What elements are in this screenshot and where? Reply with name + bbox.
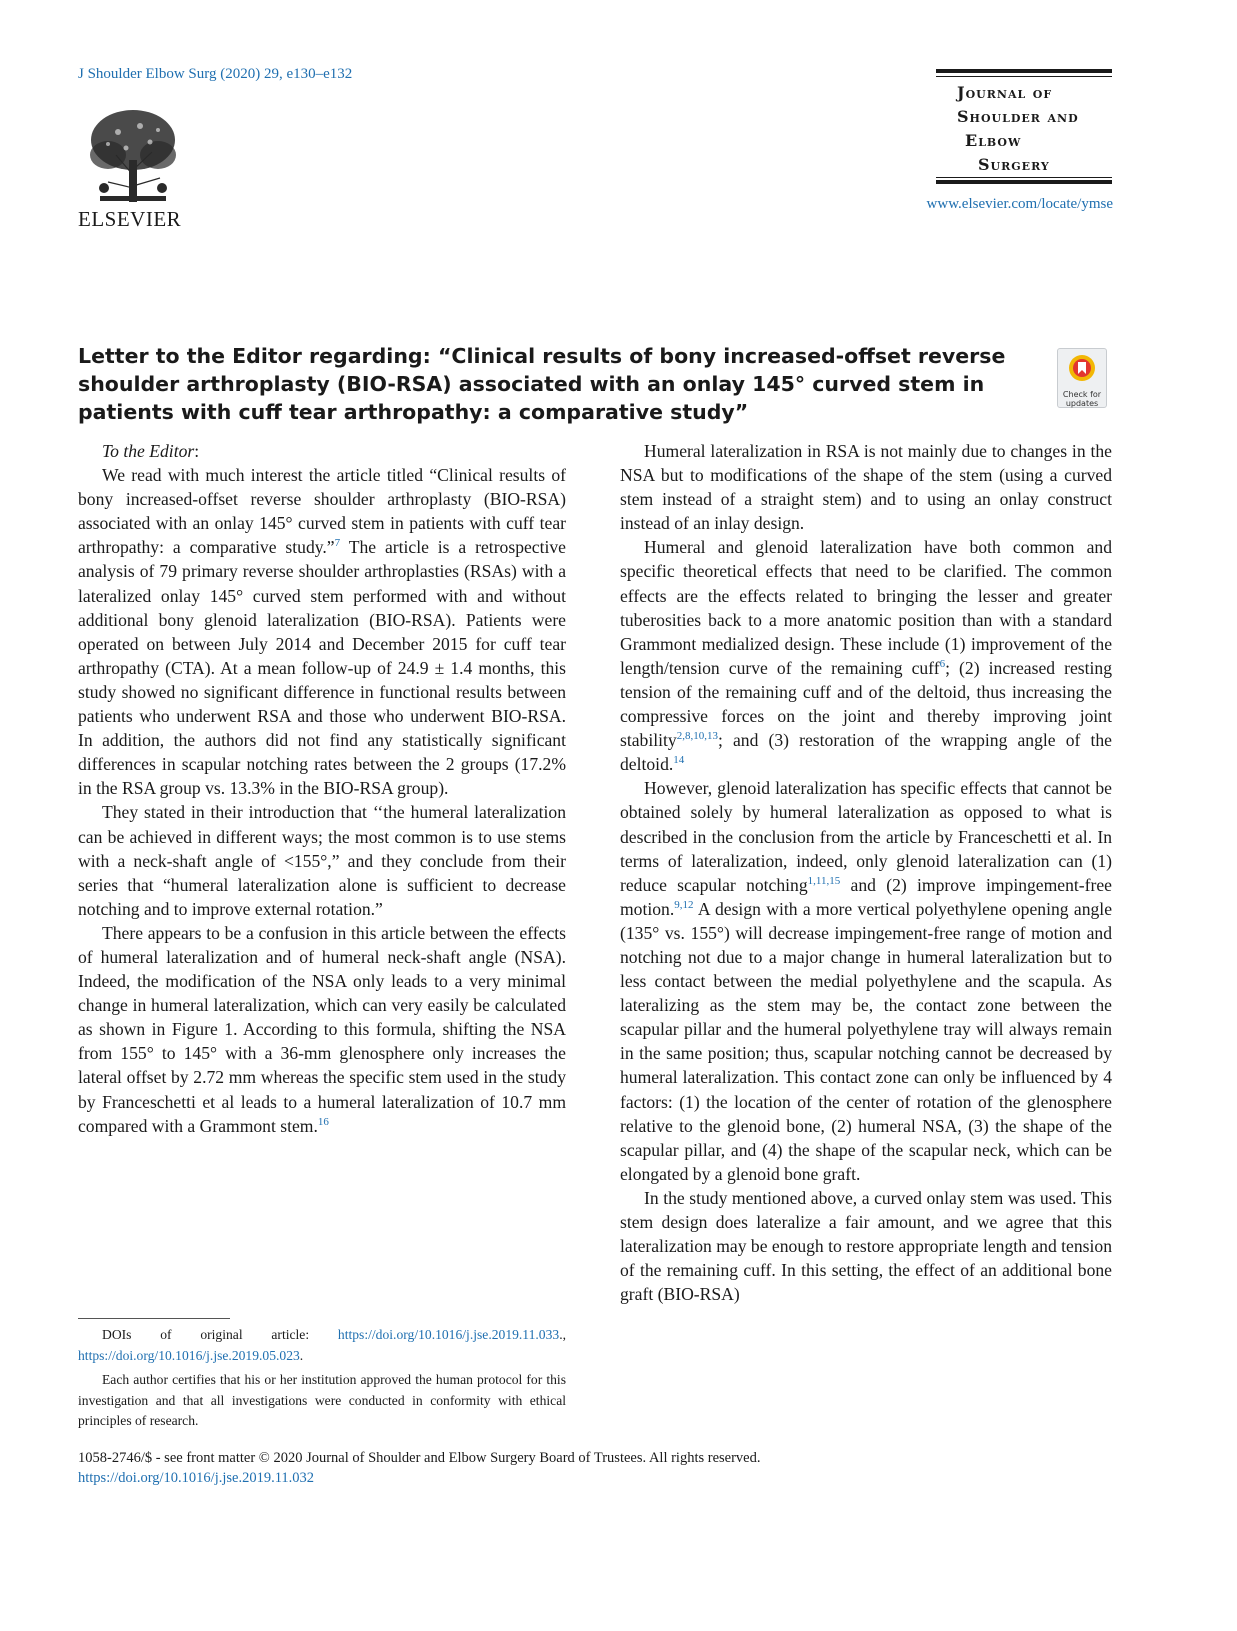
journal-name-line: Journal of (957, 83, 1053, 102)
reference-link[interactable]: 16 (317, 1115, 329, 1128)
paragraph: However, glenoid lateralization has specific effects that cannot be obtained solely by humeral lateralization as opposed to what is described in the conclusion from the article by Franceschetti et al. In terms of lateralization, indeed, only glenoid lateralization can (1) reduce scapular notching$^{1,11,15}$ and (2) improve impingement-free motion.$^{9,12}$ A design with a more vertical polyethylene opening angle (135° vs. 155°) will decrease impingement-free range of motion and notching not due to a major change in humeral lateralization but to less contact between the medial polyethylene and the scapula. As lateralizing as the stem may be, the contact zone between the scapular pillar and the humeral polyethylene tray will always remain in the same position; thus, scapular notching cannot be decreased by humeral lateralization. This contact zone can only be influenced by 4 factors: (1) the location of the center of rotation of the glenosphere relative to the glenoid bone, (2) humeral NSA, (3) the shape of the scapular pillar, and (4) the shape of the scapular neck, which can be elongated by a glenoid bone graft. (620, 778, 1112, 1184)
check-for-updates-icon (1067, 353, 1097, 383)
journal-name-line: Surgery (978, 155, 1050, 174)
doi-link[interactable]: https://doi.org/10.1016/j.jse.2019.11.033 (337, 1327, 560, 1342)
journal-rule (936, 69, 1112, 73)
journal-rule (936, 180, 1112, 184)
paragraph: Humeral lateralization in RSA is not mainly due to changes in the NSA but to modifications of the shape of the stem (using a curved stem instead of a straight stem) and to using an onlay construct instead of an inlay design. (620, 441, 1112, 534)
journal-rule (936, 177, 1112, 178)
reference-link[interactable]: 1,11,15 (807, 874, 841, 887)
left-column (78, 439, 566, 1138)
check-for-updates-label: Check for updates (1062, 390, 1102, 408)
right-column (620, 439, 1112, 1306)
check-for-updates-button[interactable] (1057, 348, 1107, 408)
front-matter: 1058-2746/$ - see front matter © 2020 Journal of Shoulder and Elbow Surgery Board of Trustees. All rights reserved. (78, 1450, 761, 1466)
journal-url-link[interactable]: www.elsevier.com/locate/ymse (926, 196, 1113, 212)
publisher-name: ELSEVIER (78, 207, 182, 231)
footnote-divider (78, 1318, 230, 1319)
paragraph: We read with much interest the article titled “Clinical results of bony increased-offset reverse shoulder arthroplasty (BIO-RSA) associated with an onlay 145° curved stem in patients with cuff tear arthropathy: a comparative study.”$^7$ The article is a retrospective analysis of 79 primary reverse shoulder arthroplasties (RSAs) with a lateralized onlay 145° curved stem performed with and without additional bony glenoid lateralization (BIO-RSA). Patients were operated on between July 2014 and December 2015 for cuff tear arthropathy (CTA). At a mean follow-up of 24.9 ± 1.4 months, this study showed no significant difference in functional results between patients who underwent RSA and those who underwent BIO-RSA. In addition, the authors did not find any statistically significant differences in scapular notching rates between the 2 groups (17.2% in the RSA group vs. 13.3% in the BIO-RSA group). (78, 465, 566, 799)
reference-link[interactable]: 6 (939, 657, 946, 670)
reference-link[interactable]: 2,8,10,13 (676, 730, 718, 743)
reference-link[interactable]: 7 (334, 537, 341, 550)
footnote-ethics: Each author certifies that his or her institution approved the human protocol for this investigation and that all investigations were conducted in conformity with ethical principles of research. (78, 1372, 566, 1428)
article-title: Letter to the Editor regarding: “Clinical results of bony increased-offset reverse shoulder arthroplasty (BIO-RSA) associated with an onlay 145° curved stem in patients with cuff tear arthropathy: a comparative study” (78, 344, 1006, 424)
journal-citation[interactable]: J Shoulder Elbow Surg (2020) 29, e130–e132 (78, 66, 353, 82)
paragraph: In the study mentioned above, a curved onlay stem was used. This stem design does lateralize a fair amount, and we agree that this lateralization may be enough to restore appropriate length and tension of the remaining cuff. In this setting, the effect of an additional bone graft (BIO-RSA) (620, 1187, 1112, 1305)
paragraph: There appears to be a confusion in this article between the effects of humeral lateralization and of humeral neck-shaft angle (NSA). Indeed, the modification of the NSA only leads to a very minimal change in humeral lateralization, which can very easily be calculated as shown in Figure 1. According to this formula, shifting the NSA from 155° to 145° with a 36-mm glenosphere only increases the lateral offset by 2.72 mm whereas the specific stem used in the study by Franceschetti et al leads to a humeral lateralization of 10.7 mm compared with a Grammont stem.$^{16}$ (78, 922, 566, 1136)
salutation: To the Editor: (102, 441, 200, 461)
journal-name-line: Shoulder and (957, 107, 1079, 126)
journal-rule (936, 76, 1112, 77)
paragraph: Humeral and glenoid lateralization have both common and specific theoretical effects that need to be clarified. The common effects are the effects related to bringing the lesser and greater tuberosities back to a more anatomic position than with a standard Grammont medialized design. These include (1) improvement of the length/tension curve of the remaining cuff$^6$; (2) increased resting tension of the remaining cuff and of the deltoid, thus increasing the compressive forces on the joint and thereby improving joint stability$^{2,8,10,13}$; and (3) restoration of the wrapping angle of the deltoid.$^{14}$ (620, 537, 1113, 775)
reference-link[interactable]: 9,12 (674, 898, 694, 911)
doi-link[interactable]: https://doi.org/10.1016/j.jse.2019.05.023 (78, 1347, 300, 1363)
paragraph: They stated in their introduction that ‘‘the humeral lateralization can be achieved in different ways; the most common is to use stems with a neck-shaft angle of <155°,” and they conclude from their series that “humeral lateralization alone is sufficient to decrease notching and to improve external rotation.” (78, 802, 566, 919)
journal-name-line: Elbow (965, 131, 1022, 150)
footnotes (78, 1325, 566, 1436)
footnote-dois: DOIs of original article: https://doi.org/10.1016/j.jse.2019.11.033., https://doi.org/10.1016/j.jse.2019.05.023. (78, 1327, 566, 1363)
reference-link[interactable]: 14 (673, 754, 685, 767)
article-doi-link[interactable]: https://doi.org/10.1016/j.jse.2019.11.032 (78, 1470, 315, 1486)
